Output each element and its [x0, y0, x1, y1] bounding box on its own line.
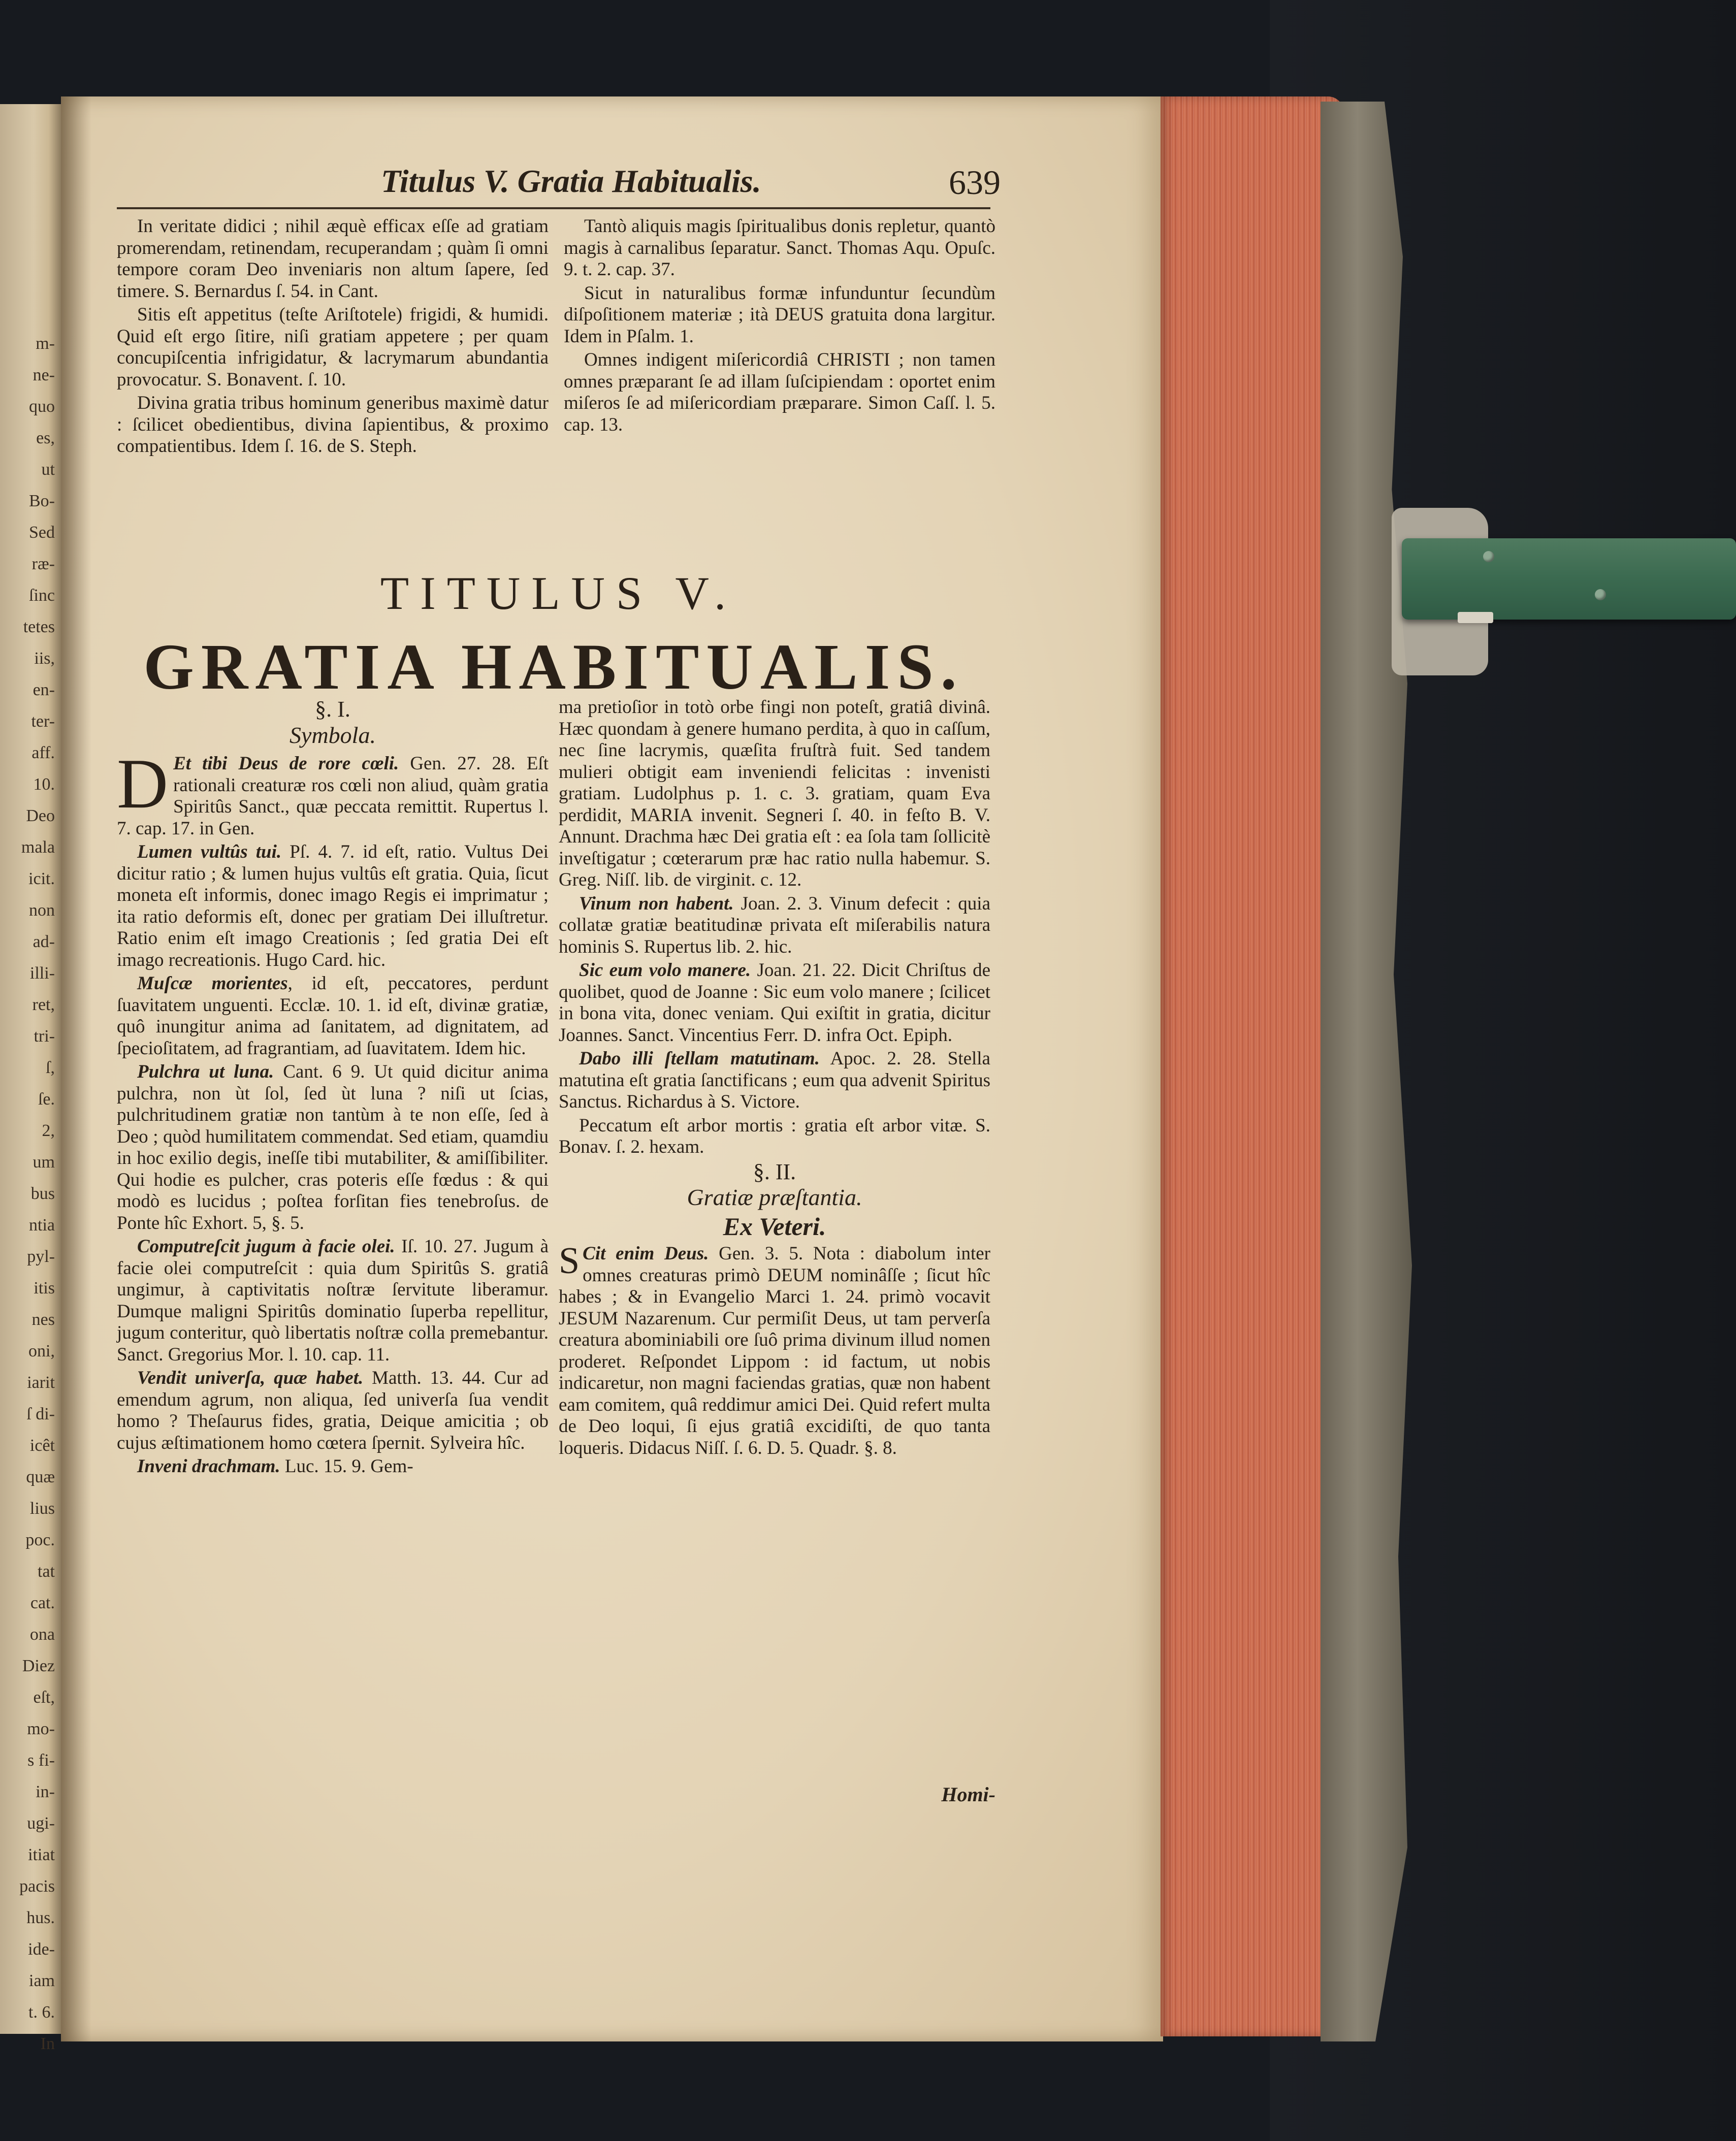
left-page-fragment: iis,: [34, 649, 55, 668]
catchword-area: [863, 1782, 995, 1813]
left-page-fragment: ne-: [33, 366, 55, 384]
lemma: Vinum non habent.: [579, 893, 734, 914]
right-column: [559, 697, 990, 1461]
paragraph-text: Matth. 13. 44. Cur ad emendum agrum, non aliqua, ſed univerſa ſua vendit homo ? Theſaurus fides, gratia, Deique amicitia ; ob cujus æſtimationem homo cœtera ſpernit. Sylveira hîc.: [117, 1368, 549, 1453]
paragraph-text: Cant. 6 9. Ut quid dicitur anima pulchra, non ùt ſol, ſed ùt luna ? niſi ut ſcias, pulchritudinem gratiæ non tantùm à te non eſſe, ſed à Deo ; quòd humilitatem commendat. Sed etiam, quamdiu in hoc exilio degis, ineſſe tibi mutabiliter, & amiſſibiliter. Qui hodie es pulcher, cras poteris eſſe fœdus : & qui modò es lucidus ; poſtea forſitan fies tenebroſus. de Ponte hîc Exhort. 5, §. 5.: [117, 1061, 549, 1234]
left-page-fragment: mala: [21, 838, 55, 857]
left-page-edge: [0, 104, 65, 2053]
section-heading: Symbola.: [290, 722, 376, 748]
paragraph: [559, 1240, 990, 1459]
paragraph: [559, 1115, 990, 1158]
paragraph-text: Tantò aliquis magis ſpiritualibus donis repletur, quantò magis à carnalibus ſeparatur. Sanct. Thomas Aqu. Opuſc. 9. t. 2. cap. 37.: [564, 216, 995, 280]
paragraph-text: ma pretioſior in totò orbe fingi non poteſt, gratiâ divinâ. Hæc quondam à genere humano perdita, à quo in caſſum, nec ſine lacrymis, quæſita fruſtrà fuit. Sed tandem mulieri obtigit eam inveniendi felicitas : invenisti gratiam. Ludolphus p. 1. c. 3. gratiam, quam Eva perdidit, MARIA invenit. Segneri ſ. 40. in feſto B. V. Annunt. Drachma hæc Dei gratia eſt : ea ſola tam ſollicitè inveſtigatur ; cœterarum præ hac ratio nulla habemur. S. Greg. Niſſ. lib. de virginit. c. 12.: [559, 697, 990, 890]
left-page-fragment: ſinc: [29, 586, 55, 605]
lemma: Muſcæ morientes: [137, 973, 288, 994]
left-page-fragment: iam: [29, 1971, 55, 1990]
lemma: Lumen vultûs tui.: [137, 841, 282, 862]
lemma: Cit enim Deus.: [583, 1243, 709, 1264]
left-page-fragment: es,: [36, 429, 55, 447]
left-page-fragment: itis: [34, 1279, 55, 1297]
rivet-icon: [1483, 551, 1494, 562]
paragraph-text: Sicut in naturalibus formæ infunduntur ſecundùm diſpoſitionem materiæ ; ità DEUS gratuita dona largitur. Idem in Pſalm. 1.: [564, 282, 995, 347]
paragraph: [117, 393, 549, 458]
left-page-fragment: ter-: [31, 712, 55, 731]
paragraph: [559, 1048, 990, 1113]
paragraph-text: , id eſt, peccatores, perdunt ſuavitatem unguenti. Ecclæ. 10. 1. id eſt, divinæ gratiæ, quô inungitur anima ad ſanitatem, ad dignitatem, ad ſpecioſitatem, ad fragrantiam, ad ſuavitatem. Idem hic.: [117, 973, 549, 1059]
left-page-fragment: icêt: [29, 1436, 55, 1455]
lemma: Sic eum volo manere.: [579, 960, 751, 981]
paragraph-text: Omnes indigent miſericordiâ CHRISTI ; non tamen omnes præparant ſe ad illam ſuſcipiendam : oportet enim miſeros ſe ad miſericordiam præparare. Simon Caſſ. l. 5. cap. 13.: [564, 349, 995, 435]
left-page-fragment: tat: [38, 1562, 55, 1581]
paragraph: [559, 697, 990, 891]
left-column: [117, 696, 549, 1480]
left-page-fragment: oni,: [28, 1342, 55, 1360]
paragraph-text: Divina gratia tribus hominum generibus maximè datur : ſcilicet obedientibus, divina ſapientibus, & proximo compatientibus. Idem ſ. 16. de S. Steph.: [117, 393, 549, 457]
paragraph: [117, 973, 549, 1059]
left-page-fragment: iarit: [27, 1373, 55, 1392]
left-page-fragment: s fi-: [27, 1751, 55, 1770]
paragraph: [564, 216, 995, 281]
left-page-fragment: ut: [41, 460, 55, 479]
rivet-icon: [1595, 589, 1606, 600]
left-page-fragment: illi-: [29, 964, 55, 983]
top-right-column: [564, 216, 995, 438]
left-page-fragment: tetes: [23, 618, 55, 636]
left-page-fragment: pyl-: [27, 1247, 55, 1266]
section-mark: §. I.: [315, 697, 350, 722]
paragraph: [117, 841, 549, 971]
left-page-fragment: lius: [29, 1499, 55, 1518]
left-page-fragment: Diez: [22, 1657, 55, 1675]
left-page-fragment: ſe.: [38, 1090, 55, 1109]
paragraph-text: Sitis eſt appetitus (teſte Ariſtotele) frigidi, & humidi. Quid eſt ergo ſitire, niſi gratiam appetere ; per quam concupiſcentia infrigidatur, & lacrymarum abundantia provocatur. S. Bonavent. ſ. 10.: [117, 304, 549, 390]
left-page-fragment: cat.: [30, 1594, 55, 1612]
paragraph: [117, 304, 549, 391]
left-page-fragment: non: [29, 901, 55, 920]
left-page-fragment: hus.: [26, 1908, 55, 1927]
lemma: Computreſcit jugum à facie olei.: [137, 1236, 395, 1257]
paragraph-text: Luc. 15. 9. Gem-: [280, 1456, 413, 1477]
clasp-slot: [1458, 612, 1493, 623]
section-heading: Gratiæ præſtantia.: [687, 1184, 862, 1210]
lemma: Vendit univerſa, quæ habet.: [137, 1368, 364, 1388]
left-page-fragment: Bo-: [29, 492, 55, 510]
title-line-2: GRATIA HABITUALIS.: [143, 631, 964, 703]
left-page-fragment: mo-: [27, 1720, 55, 1738]
lemma: Dabo illi ſtellam matutinam.: [579, 1048, 820, 1069]
left-page-fragment: ſ di-: [26, 1405, 55, 1423]
left-page-fragment: ret,: [32, 995, 55, 1014]
left-page-fragment: tri-: [34, 1027, 55, 1046]
left-page-fragment: quæ: [26, 1468, 55, 1486]
left-page-fragment: nes: [31, 1310, 55, 1329]
paragraph-text: Iſ. 10. 27. Jugum à facie olei computreſcit : quia dum Spiritûs S. gratiâ ungimur, à captivitatis noſtræ ſervitute liberamur. Dumque maligni Spiritûs dominatio ſuperba repellitur, jugum conteritur, quò libertatis noſtræ colla premebantur. Sanct. Gregorius Mor. l. 10. cap. 11.: [117, 1236, 549, 1365]
left-page-fragment: pacis: [19, 1877, 55, 1896]
left-page-fragment: ona: [29, 1625, 55, 1644]
running-title: Titulus V. Gratia Habitualis.: [381, 163, 761, 199]
left-page-fragment: icit.: [28, 869, 55, 888]
paragraph: [117, 1368, 549, 1454]
left-page-fragment: ntia: [29, 1216, 55, 1235]
left-page-fragment: quo: [29, 397, 55, 416]
running-head: [325, 163, 1001, 208]
paragraph: [564, 283, 995, 348]
paragraph: [559, 960, 990, 1046]
left-page-fragment: ad-: [33, 932, 55, 951]
left-page-fragment: m-: [36, 334, 55, 353]
page-number: 639: [949, 163, 1001, 202]
drop-capital: S: [559, 1240, 580, 1282]
drop-capital: D: [117, 744, 169, 823]
paragraph: [117, 1456, 549, 1478]
lemma: Et tibi Deus de rore cœli.: [173, 753, 399, 774]
left-page-fragment: ſ,: [46, 1058, 55, 1077]
paragraph-text: Pſ. 4. 7. id eſt, ratio. Vultus Dei dicitur ratio ; & lumen hujus vultûs eſt gratia. Quia, ſicut moneta eſt informis, donec imago Regis ei imprimatur ; ita ratio deformis eſt, donec per gratiam Dei illuſtretur. Ratio enim eſt imago Creationis ; ſed gratia Dei eſt imago recreationis. Hugo Card. hic.: [117, 841, 549, 970]
left-page-fragment: ræ-: [31, 555, 55, 573]
top-left-column: [117, 216, 549, 460]
paragraph: [117, 1236, 549, 1366]
left-page-fragment: Sed: [29, 523, 55, 542]
left-page-fragment: aff.: [31, 743, 55, 762]
paragraph: [117, 744, 549, 839]
left-page-fragment: itiat: [28, 1845, 55, 1864]
paragraph-text: Joan. 21. 22. Dicit Chriſtus de quolibet, quod de Joanne : Sic eum volo manere ; ſcilicet in bona vita, donec veniam. Qui exiſtit in gratia, dicitur Joannes. Sanct. Vincentius Ferr. D. infra Oct. Epiph.: [559, 960, 990, 1046]
paragraph-text: Peccatum eſt arbor mortis : gratia eſt arbor vitæ. S. Bonav. ſ. 2. hexam.: [559, 1115, 990, 1157]
left-page-fragment: Deo: [26, 806, 55, 825]
left-page-fragment: poc.: [25, 1531, 55, 1549]
left-page-fragment: eſt,: [33, 1688, 55, 1707]
left-page-fragment: t. 6.: [28, 2003, 55, 2022]
paragraph-text: Gen. 27. 28. Eſt rationali creaturæ ros cœli non aliud, quàm gratia Spiritûs Sanct., quæ peccata remittit. Rupertus l. 7. cap. 17. in Gen.: [117, 753, 549, 839]
lemma: Inveni drachmam.: [137, 1456, 280, 1477]
title-line-1: TITULUS V.: [380, 567, 737, 619]
section-subheading: Ex Veteri.: [723, 1212, 826, 1241]
left-page-fragment: ide-: [28, 1940, 55, 1959]
left-page-fragment: ugi-: [27, 1814, 55, 1833]
paragraph: [117, 216, 549, 302]
left-page-fragment: In: [40, 2034, 55, 2053]
left-page-fragment: bus: [30, 1184, 55, 1203]
metal-clasp: [1402, 538, 1736, 620]
left-page-fragment: en-: [33, 680, 55, 699]
paragraph-text: Apoc. 2. 28. Stella matutina eſt gratia ſanctificans ; eum qua advenit Spiritus Sanctus. Richardus à S. Victore.: [559, 1048, 990, 1112]
paragraph-text: Joan. 2. 3. Vinum defecit : quia collatæ gratiæ beatitudinæ privata eſt miſerabilis natura hominis S. Rupertus lib. 2. hic.: [559, 893, 990, 957]
catchword: Homi-: [941, 1783, 995, 1806]
left-page-fragment: um: [33, 1153, 55, 1172]
header-rule: [117, 207, 990, 209]
left-page-fragment: in-: [36, 1782, 55, 1801]
paragraph: [564, 349, 995, 436]
left-page-fragment: 2,: [42, 1121, 55, 1140]
paragraph: [559, 893, 990, 958]
page-block-edge: [1161, 96, 1343, 2036]
paragraph: [117, 1061, 549, 1234]
page-gutter: [61, 96, 91, 2041]
lemma: Pulchra ut luna.: [137, 1061, 274, 1082]
paragraph-text: Gen. 3. 5. Nota : diabolum inter omnes creaturas primò DEUM nominâſſe ; ſicut hîc habes ; & in Evangelio Marci 1. 24. primò vocavit JESUM Nazarenum. Cur permiſit Deus, ut tam perverſa creatura abominiabili ore ſuô prima divinum illud nomen proderet. Reſpondet Lippom : id factum, ut nobis indicaretur, non magni faciendas gratias, quæ non habent eam comitem, quâ reddimur amici Dei. Quid refert multa de Deo loqui, ſi ejus gratiâ excidiſti, de quo tanta loqueris. Didacus Niſſ. ſ. 6. D. 5. Quadr. §. 8.: [559, 1243, 990, 1458]
paragraph-text: In veritate didici ; nihil æquè efficax eſſe ad gratiam promerendam, retinendam, recuperandam ; quàm ſi omni tempore coram Deo inveniaris non altum ſapere, ſed timere. S. Bernardus ſ. 54. in Cant.: [117, 216, 549, 302]
left-page-fragment: 10.: [33, 775, 55, 794]
section-mark: §. II.: [753, 1159, 796, 1184]
